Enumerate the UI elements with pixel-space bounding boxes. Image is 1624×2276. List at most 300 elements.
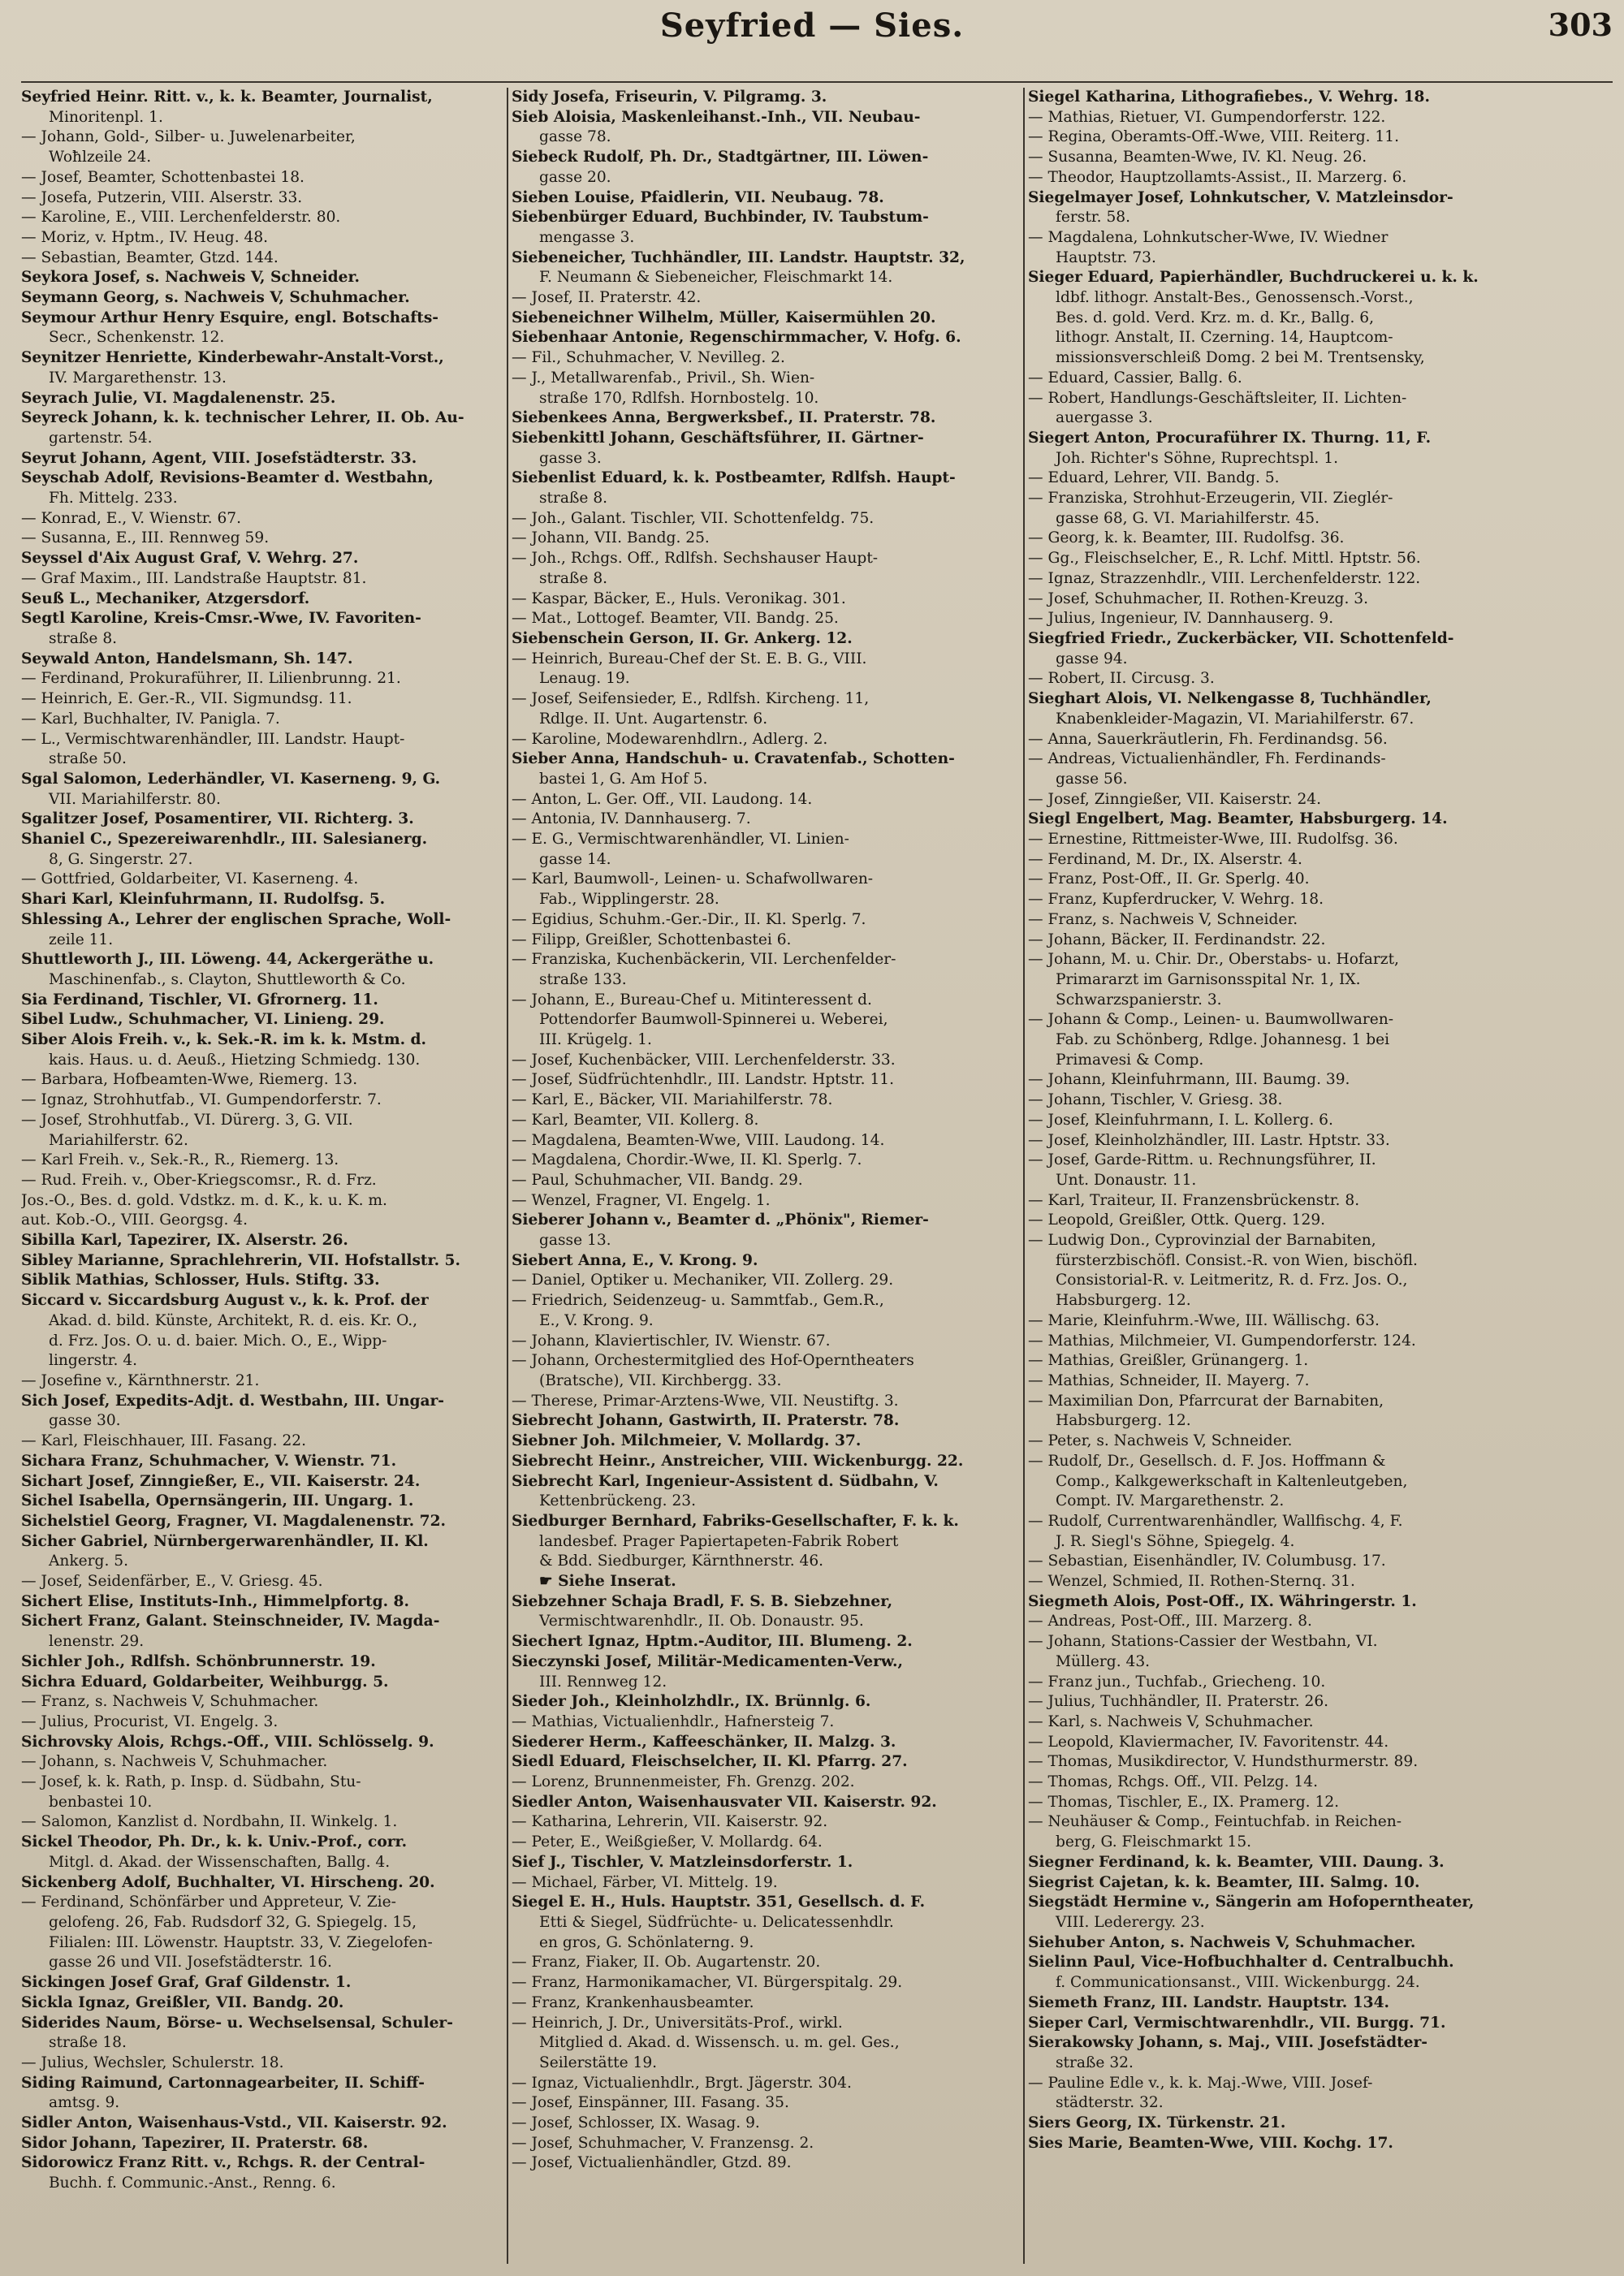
- directory-entry: — Franz, s. Nachweis V, Schneider.: [1028, 910, 1298, 928]
- entry-continuation: Primararzt im Garnisonsspital Nr. 1, IX.: [1056, 970, 1361, 988]
- directory-entry: Sieghart Alois, VI. Nelkengasse 8, Tuchhändler,: [1028, 690, 1432, 708]
- directory-entry: Sichel Isabella, Opernsängerin, III. Ungarg. 1.: [21, 1492, 414, 1510]
- directory-entry: — Robert, II. Circusg. 3.: [1028, 670, 1215, 688]
- directory-entry: Sichelstiel Georg, Fragner, VI. Magdalenenstr. 72.: [21, 1512, 446, 1530]
- directory-entry: — Rudolf, Dr., Gesellsch. d. F. Jos. Hoffmann &: [1028, 1452, 1386, 1470]
- directory-entry: — Josefa, Putzerin, VIII. Alserstr. 33.: [21, 188, 303, 206]
- directory-entry: — Julius, Procurist, VI. Engelg. 3.: [21, 1712, 279, 1730]
- directory-entry: — Ferdinand, Prokuraführer, II. Lilienbrunng. 21.: [21, 670, 401, 688]
- directory-entry: — Josef, Seidenfärber, E., V. Griesg. 45.: [21, 1573, 323, 1591]
- directory-entry: — Andreas, Victualienhändler, Fh. Ferdinands-: [1028, 750, 1386, 768]
- entry-continuation: gasse 68, G. VI. Mariahilferstr. 45.: [1056, 509, 1320, 527]
- directory-entry: Sibley Marianne, Sprachlehrerin, VII. Hofstallstr. 5.: [21, 1251, 460, 1269]
- entry-continuation: gasse 14.: [539, 850, 611, 868]
- directory-entry: — Josef, Schlosser, IX. Wasag. 9.: [512, 2114, 760, 2132]
- directory-entry: — Susanna, E., III. Rennweg 59.: [21, 529, 270, 547]
- directory-entry: Siedburger Bernhard, Fabriks-Gesellschafter, F. k. k.: [512, 1512, 959, 1530]
- entry-continuation: auergasse 3.: [1056, 409, 1153, 427]
- directory-entry: Sickingen Josef Graf, Graf Gildenstr. 1.: [21, 1974, 352, 1992]
- entry-continuation: gasse 56.: [1056, 770, 1128, 788]
- entry-continuation: Woħlzeile 24.: [49, 149, 152, 166]
- directory-entry: Sichert Elise, Instituts-Inh., Himmelpfortg. 8.: [21, 1592, 409, 1610]
- entry-continuation: gasse 13.: [539, 1232, 611, 1250]
- entry-continuation: Joh. Richter's Söhne, Ruprechtspl. 1.: [1056, 449, 1338, 467]
- directory-entry: Siegfried Friedr., Zuckerbäcker, VII. Schottenfeld-: [1028, 629, 1454, 647]
- directory-entry: — Johann & Comp., Leinen- u. Baumwollwaren-: [1028, 1011, 1393, 1029]
- directory-entry: — Josef, Einspänner, III. Fasang. 35.: [512, 2094, 789, 2112]
- entry-continuation: straße 50.: [49, 750, 127, 768]
- column-2: [512, 88, 1021, 2264]
- entry-continuation: straße 18.: [49, 2034, 127, 2052]
- directory-entry: — Maximilian Don, Pfarrcurat der Barnabiten,: [1028, 1392, 1384, 1410]
- entry-continuation: gasse 94.: [1056, 650, 1128, 667]
- directory-entry: — Magdalena, Beamten-Wwe, VIII. Laudong. 14.: [512, 1131, 885, 1149]
- entry-continuation: Maschinenfab., s. Clayton, Shuttleworth & Co.: [49, 970, 406, 988]
- entry-continuation: straße 32.: [1056, 2054, 1134, 2071]
- entry-continuation: Bes. d. gold. Verd. Krz. m. d. Kr., Ballg. 6,: [1056, 309, 1375, 326]
- directory-entry: Siebenhaar Antonie, Regenschirmmacher, V. Hofg. 6.: [512, 329, 961, 347]
- directory-entry: — Josef, Kleinfuhrmann, I. L. Kollerg. 6.: [1028, 1111, 1333, 1129]
- directory-entry: — Ferdinand, Schönfärber und Appreteur, V. Zie-: [21, 1894, 396, 1911]
- entry-continuation: Vermischtwarenhdlr., II. Ob. Donaustr. 95.: [539, 1613, 864, 1630]
- directory-entry: Siegel E. H., Huls. Hauptstr. 351, Gesellsch. d. F.: [512, 1894, 926, 1911]
- directory-entry: — Franz, s. Nachweis V, Schuhmacher.: [21, 1693, 319, 1711]
- directory-entry: Siebrecht Johann, Gastwirth, II. Praterstr. 78.: [512, 1412, 900, 1430]
- entry-continuation: d. Frz. Jos. O. u. d. baier. Mich. O., E., Wipp-: [49, 1332, 387, 1350]
- directory-entry: Siegel Katharina, Lithografiebes., V. Wehrg. 18.: [1028, 89, 1430, 106]
- directory-entry: — Katharina, Lehrerin, VII. Kaiserstr. 92.: [512, 1813, 828, 1831]
- directory-entry: Siegner Ferdinand, k. k. Beamter, VIII. Daung. 3.: [1028, 1853, 1445, 1871]
- directory-entry: Siebenkees Anna, Bergwerksbef., II. Praterstr. 78.: [512, 409, 936, 427]
- directory-entry: — Daniel, Optiker u. Mechaniker, VII. Zollerg. 29.: [512, 1272, 894, 1289]
- directory-entry: — Robert, Handlungs-Geschäftsleiter, II. Lichten-: [1028, 389, 1407, 407]
- directory-entry: Sieder Joh., Kleinholzhdlr., IX. Brünnlg. 6.: [512, 1693, 871, 1711]
- entry-continuation: & Bdd. Siedburger, Kärnthnerstr. 46.: [539, 1553, 824, 1570]
- entry-continuation: Mitglied d. Akad. d. Wissensch. u. m. gel. Ges.,: [539, 2034, 900, 2052]
- directory-entry: Sieber Anna, Handschuh- u. Cravatenfab., Schotten-: [512, 750, 955, 768]
- directory-entry: Sichara Franz, Schuhmacher, V. Wienstr. 71.: [21, 1452, 397, 1470]
- entry-continuation: Filialen: III. Löwenstr. Hauptstr. 33, V. Ziegelofen-: [49, 1933, 433, 1951]
- entry-continuation: (Bratsche), VII. Kirchbergg. 33.: [539, 1372, 782, 1389]
- directory-entry: Sichart Josef, Zinngießer, E., VII. Kaiserstr. 24.: [21, 1472, 421, 1490]
- directory-entry: — Theodor, Hauptzollamts-Assist., II. Marzerg. 6.: [1028, 168, 1407, 186]
- directory-entry: — Josef, Seifensieder, E., Rdlfsh. Kircheng. 11,: [512, 690, 870, 708]
- directory-entry: — Franz, Fiaker, II. Ob. Augartenstr. 20.: [512, 1954, 821, 1972]
- entry-continuation: berg, G. Fleischmarkt 15.: [1056, 1833, 1252, 1851]
- directory-entry: Siegstädt Hermine v., Sängerin am Hofoperntheater,: [1028, 1894, 1475, 1911]
- entry-continuation: E., V. Krong. 9.: [539, 1311, 654, 1329]
- entry-continuation: Pottendorfer Baumwoll-Spinnerei u. Weberei,: [539, 1011, 888, 1029]
- entry-continuation: bastei 1, G. Am Hof 5.: [539, 770, 708, 788]
- directory-entry: — Josef, Kuchenbäcker, VIII. Lerchenfelderstr. 33.: [512, 1051, 896, 1069]
- entry-continuation: Rdlge. II. Unt. Augartenstr. 6.: [539, 710, 768, 728]
- directory-entry: — Karl, s. Nachweis V, Schuhmacher.: [1028, 1712, 1314, 1730]
- directory-entry: — Kaspar, Bäcker, E., Huls. Veronikag. 301.: [512, 590, 846, 607]
- directory-entry: — Michael, Färber, VI. Mittelg. 19.: [512, 1873, 778, 1891]
- directory-entry: — Sebastian, Beamter, Gtzd. 144.: [21, 248, 279, 266]
- directory-entry: — Franz, Kupferdrucker, V. Wehrg. 18.: [1028, 891, 1324, 909]
- entry-continuation: Fab. zu Schönberg, Rdlge. Johannesg. 1 bei: [1056, 1031, 1390, 1049]
- directory-entry: Sielinn Paul, Vice-Hofbuchhalter d. Centralbuchh.: [1028, 1954, 1454, 1972]
- directory-entry: Siedler Anton, Waisenhausvater VII. Kaiserstr. 92.: [512, 1793, 937, 1811]
- directory-entry: Siblik Mathias, Schlosser, Huls. Stiftg. 33.: [21, 1272, 380, 1289]
- directory-entry: Sidler Anton, Waisenhaus-Vstd., VII. Kaiserstr. 92.: [21, 2114, 447, 2132]
- directory-entry: — Joh., Galant. Tischler, VII. Schottenfeldg. 75.: [512, 509, 875, 527]
- directory-entry: — Mathias, Greißler, Grünangerg. 1.: [1028, 1352, 1309, 1370]
- directory-entry: Siding Raimund, Cartonnagearbeiter, II. Schiff-: [21, 2074, 425, 2092]
- directory-entry: — Leopold, Klaviermacher, IV. Favoritenstr. 44.: [1028, 1733, 1389, 1751]
- directory-entry: — Ignaz, Victualienhdlr., Brgt. Jägerstr. 304.: [512, 2074, 852, 2092]
- directory-entry: — Johann, Klaviertischler, IV. Wienstr. 67.: [512, 1332, 831, 1350]
- directory-entry: — Josef, Victualienhändler, Gtzd. 89.: [512, 2154, 792, 2172]
- column-rule-1: [507, 88, 508, 2264]
- directory-entry: — Johann, Gold-, Silber- u. Juwelenarbeiter,: [21, 128, 356, 146]
- directory-entry: Seyfried Heinr. Ritt. v., k. k. Beamter, Journalist,: [21, 89, 433, 106]
- directory-entry: — Pauline Edle v., k. k. Maj.-Wwe, VIII. Josef-: [1028, 2074, 1373, 2092]
- directory-entry: Siebenkittl Johann, Geschäftsführer, II. Gärtner-: [512, 429, 924, 447]
- entry-continuation: Buchh. f. Communic.-Anst., Renng. 6.: [49, 2175, 336, 2192]
- directory-entry: Siedl Eduard, Fleischselcher, II. Kl. Pfarrg. 27.: [512, 1753, 908, 1771]
- directory-entry: Siegert Anton, Procuraführer IX. Thurng. 11, F.: [1028, 429, 1432, 447]
- directory-entry: Seywald Anton, Handelsmann, Sh. 147.: [21, 650, 353, 667]
- directory-entry: — Eduard, Cassier, Ballg. 6.: [1028, 369, 1242, 387]
- entry-continuation: amtsg. 9.: [49, 2094, 120, 2112]
- entry-continuation: gasse 78.: [539, 128, 611, 146]
- directory-entry: — Julius, Tuchhändler, II. Praterstr. 26.: [1028, 1693, 1329, 1711]
- directory-entry: — Neuhäuser & Comp., Feintuchfab. in Reichen-: [1028, 1813, 1402, 1831]
- directory-entry: — Johann, Orchestermitglied des Hof-Operntheaters: [512, 1352, 914, 1370]
- entry-continuation: Seilerstätte 19.: [539, 2054, 658, 2071]
- header-rule: [21, 81, 1613, 83]
- directory-entry: Siegrist Cajetan, k. k. Beamter, III. Salmg. 10.: [1028, 1873, 1420, 1891]
- directory-entry: — Konrad, E., V. Wienstr. 67.: [21, 509, 242, 527]
- column-1: [21, 88, 503, 2264]
- directory-entry: Siebner Joh. Milchmeier, V. Mollardg. 37.: [512, 1432, 862, 1450]
- directory-entry: Seymour Arthur Henry Esquire, engl. Botschafts-: [21, 309, 439, 326]
- directory-entry: — Josef, Schuhmacher, II. Rothen-Kreuzg. 3.: [1028, 590, 1369, 607]
- entry-continuation: Mariahilferstr. 62.: [49, 1131, 188, 1149]
- directory-entry: — Salomon, Kanzlist d. Nordbahn, II. Winkelg. 1.: [21, 1813, 398, 1831]
- entry-continuation: Etti & Siegel, Südfrüchte- u. Delicatessenhdlr.: [539, 1913, 894, 1931]
- column-rule-2: [1023, 88, 1025, 2264]
- directory-entry: Seyschab Adolf, Revisions-Beamter d. Westbahn,: [21, 469, 434, 487]
- directory-entry: Siegmeth Alois, Post-Off., IX. Währingerstr. 1.: [1028, 1592, 1417, 1610]
- entry-continuation: Lenaug. 19.: [539, 670, 630, 688]
- page-header: [0, 6, 1624, 58]
- directory-entry: Sich Josef, Expedits-Adjt. d. Westbahn, III. Ungar-: [21, 1392, 445, 1410]
- directory-entry: — Karl, Fleischhauer, III. Fasang. 22.: [21, 1432, 307, 1450]
- entry-continuation: en gros, G. Schönlaterng. 9.: [539, 1933, 754, 1951]
- directory-entry: Siebenlist Eduard, k. k. Postbeamter, Rdlfsh. Haupt-: [512, 469, 956, 487]
- directory-entry: Siehuber Anton, s. Nachweis V, Schuhmacher.: [1028, 1933, 1416, 1951]
- directory-entry: — Josef, Schuhmacher, V. Franzensg. 2.: [512, 2134, 814, 2152]
- directory-entry: — Johann, E., Bureau-Chef u. Mitinteressent d.: [512, 991, 872, 1008]
- directory-entry: Seuß L., Mechaniker, Atzgersdorf.: [21, 590, 310, 607]
- entry-continuation: kais. Haus. u. d. Aeuß., Hietzing Schmiedg. 130.: [49, 1051, 421, 1069]
- entry-continuation: Fh. Mittelg. 233.: [49, 490, 178, 507]
- directory-entry: Sieben Louise, Pfaidlerin, VII. Neubaug. 78.: [512, 188, 884, 206]
- directory-entry: Sieb Aloisia, Maskenleihanst.-Inh., VII. Neubau-: [512, 108, 921, 126]
- directory-entry: — Peter, E., Weißgießer, V. Mollardg. 64.: [512, 1833, 823, 1851]
- page-number: 303: [1548, 6, 1613, 43]
- entry-continuation: lenenstr. 29.: [49, 1633, 145, 1651]
- directory-entry: Siers Georg, IX. Türkenstr. 21.: [1028, 2114, 1286, 2132]
- entry-continuation: F. Neumann & Siebeneicher, Fleischmarkt 14.: [539, 269, 893, 287]
- entry-continuation: gasse 3.: [539, 449, 602, 467]
- entry-continuation: IV. Margarethenstr. 13.: [49, 369, 227, 387]
- directory-entry: Seymann Georg, s. Nachweis V, Schuhmacher.: [21, 289, 410, 307]
- directory-entry: Jos.-O., Bes. d. gold. Vdstkz. m. d. K., k. u. K. m.: [21, 1191, 387, 1209]
- entry-continuation: Comp., Kalkgewerkschaft in Kaltenleutgeben,: [1056, 1472, 1408, 1490]
- directory-entry: — Franziska, Strohhut-Erzeugerin, VII. Zieglér-: [1028, 490, 1393, 507]
- directory-entry: — Heinrich, Bureau-Chef der St. E. B. G., VIII.: [512, 650, 867, 667]
- directory-entry: Siechert Ignaz, Hptm.-Auditor, III. Blumeng. 2.: [512, 1633, 913, 1651]
- entry-continuation: Knabenkleider-Magazin, VI. Mariahilferstr. 67.: [1056, 710, 1415, 728]
- directory-entry: Sieper Carl, Vermischtwarenhdlr., VII. Burgg. 71.: [1028, 2014, 1446, 2032]
- directory-entry: — L., Vermischtwarenhändler, III. Landstr. Haupt-: [21, 730, 405, 748]
- directory-entry: — Rud. Freih. v., Ober-Kriegscomsr., R. d. Frz.: [21, 1171, 377, 1189]
- directory-entry: — Karl, Beamter, VII. Kollerg. 8.: [512, 1111, 759, 1129]
- directory-entry: Siederer Herm., Kaffeeschänker, II. Malzg. 3.: [512, 1733, 896, 1751]
- directory-entry: — Mathias, Schneider, II. Mayerg. 7.: [1028, 1372, 1310, 1389]
- entry-continuation: Fab., Wipplingerstr. 28.: [539, 891, 719, 909]
- entry-continuation: Kettenbrückeng. 23.: [539, 1492, 697, 1510]
- directory-entry: Seyssel d'Aix August Graf, V. Wehrg. 27.: [21, 550, 359, 568]
- directory-entry: — Ignaz, Strohhutfab., VI. Gumpendorferstr. 7.: [21, 1091, 382, 1109]
- directory-entry: Sibilla Karl, Tapezirer, IX. Alserstr. 26.: [21, 1232, 348, 1250]
- directory-entry: — Josef, Kleinholzhändler, III. Lastr. Hptstr. 33.: [1028, 1131, 1390, 1149]
- directory-entry: — Julius, Wechsler, Schulerstr. 18.: [21, 2054, 284, 2071]
- directory-entry: Sichrovsky Alois, Rchgs.-Off., VIII. Schlösselg. 9.: [21, 1733, 434, 1751]
- directory-entry: — Julius, Ingenieur, IV. Dannhauserg. 9.: [1028, 610, 1334, 628]
- directory-entry: — Josef, Südfrüchtenhdlr., III. Landstr. Hptstr. 11.: [512, 1071, 895, 1089]
- directory-entry: — Fil., Schuhmacher, V. Nevilleg. 2.: [512, 349, 785, 367]
- entry-continuation: gasse 20.: [539, 168, 611, 186]
- directory-entry: Sickel Theodor, Ph. Dr., k. k. Univ.-Prof., corr.: [21, 1833, 408, 1851]
- directory-entry: — Ignaz, Strazzenhdlr., VIII. Lerchenfelderstr. 122.: [1028, 569, 1421, 587]
- directory-entry: Siebenschein Gerson, II. Gr. Ankerg. 12.: [512, 629, 853, 647]
- directory-entry: — Sebastian, Eisenhändler, IV. Columbusg. 17.: [1028, 1553, 1386, 1570]
- directory-entry: Seyreck Johann, k. k. technischer Lehrer, II. Ob. Au-: [21, 409, 464, 427]
- directory-entry: — Thomas, Musikdirector, V. Hundsthurmerstr. 89.: [1028, 1753, 1419, 1771]
- entry-continuation: Ankerg. 5.: [49, 1553, 129, 1570]
- entry-continuation: Mitgl. d. Akad. der Wissenschaften, Ballg. 4.: [49, 1853, 391, 1871]
- entry-continuation: Habsburgerg. 12.: [1056, 1292, 1191, 1310]
- entry-continuation: landesbef. Prager Papiertapeten-Fabrik Robert: [539, 1532, 899, 1550]
- entry-continuation: straße 8.: [49, 629, 118, 647]
- directory-entry: Siebenbürger Eduard, Buchbinder, IV. Taubstum-: [512, 209, 929, 227]
- running-title: Seyfried — Sies.: [659, 6, 965, 45]
- directory-entry: Seykora Josef, s. Nachweis V, Schneider.: [21, 269, 361, 287]
- entry-continuation: lithogr. Anstalt, II. Czerning. 14, Hauptcom-: [1056, 329, 1393, 347]
- directory-entry: — Josef, Beamter, Schottenbastei 18.: [21, 168, 304, 186]
- directory-entry: Sichra Eduard, Goldarbeiter, Weihburgg. 5.: [21, 1673, 389, 1691]
- directory-entry: — Andreas, Post-Off., III. Marzerg. 8.: [1028, 1613, 1312, 1630]
- directory-entry: Shari Karl, Kleinfuhrmann, II. Rudolfsg. 5.: [21, 891, 386, 909]
- entry-continuation: Unt. Donaustr. 11.: [1056, 1171, 1197, 1189]
- directory-entry: Shlessing A., Lehrer der englischen Sprache, Woll-: [21, 910, 451, 928]
- directory-entry: Sia Ferdinand, Tischler, VI. Gfrornerg. 11.: [21, 991, 378, 1008]
- directory-entry: — Josef, k. k. Rath, p. Insp. d. Südbahn, Stu-: [21, 1773, 361, 1791]
- directory-entry: Siber Alois Freih. v., k. Sek.-R. im k. k. Mstm. d.: [21, 1031, 427, 1049]
- directory-entry: — Franz, Krankenhausbeamter.: [512, 1993, 754, 2011]
- directory-entry: — Anton, L. Ger. Off., VII. Laudong. 14.: [512, 790, 813, 808]
- directory-entry: Sierakowsky Johann, s. Maj., VIII. Josefstädter-: [1028, 2034, 1428, 2052]
- directory-entry: Sief J., Tischler, V. Matzleinsdorferstr. 1.: [512, 1853, 853, 1871]
- entry-continuation: Secr., Schenkenstr. 12.: [49, 329, 225, 347]
- directory-entry: — Anna, Sauerkräutlerin, Fh. Ferdinandsg. 56.: [1028, 730, 1388, 748]
- directory-entry: Sickenberg Adolf, Buchhalter, VI. Hirscheng. 20.: [21, 1873, 435, 1891]
- entry-continuation: gasse 30.: [49, 1412, 121, 1430]
- directory-entry: — E. G., Vermischtwarenhändler, VI. Linien-: [512, 831, 849, 849]
- directory-entry: — Moriz, v. Hptm., IV. Heug. 48.: [21, 228, 269, 246]
- entry-continuation: straße 8.: [539, 569, 608, 587]
- directory-entry: — Josef, Strohhutfab., VI. Dürerg. 3, G. VII.: [21, 1111, 353, 1129]
- directory-entry: Seynitzer Henriette, Kinderbewahr-Anstalt-Vorst.,: [21, 349, 444, 367]
- directory-entry: Sidor Johann, Tapezirer, II. Praterstr. 68.: [21, 2134, 369, 2152]
- directory-entry: — Gottfried, Goldarbeiter, VI. Kaserneng. 4.: [21, 870, 359, 888]
- entry-continuation: benbastei 10.: [49, 1793, 153, 1811]
- entry-continuation: fürsterzbischöfl. Consist.-R. von Wien, bischöfl.: [1056, 1251, 1418, 1269]
- directory-entry: Sieger Eduard, Papierhändler, Buchdruckerei u. k. k.: [1028, 269, 1479, 287]
- directory-entry: — Johann, Tischler, V. Griesg. 38.: [1028, 1091, 1283, 1109]
- entry-continuation: Schwarzspanierstr. 3.: [1056, 991, 1222, 1008]
- directory-entry: Segtl Karoline, Kreis-Cmsr.-Wwe, IV. Favoriten-: [21, 610, 421, 628]
- directory-entry: — Susanna, Beamten-Wwe, IV. Kl. Neug. 26.: [1028, 149, 1367, 166]
- directory-entry: — Barbara, Hofbeamten-Wwe, Riemerg. 13.: [21, 1071, 358, 1089]
- entry-continuation: Müllerg. 43.: [1056, 1652, 1151, 1670]
- directory-entry: — Paul, Schuhmacher, VII. Bandg. 29.: [512, 1171, 803, 1189]
- directory-entry: — Franz, Harmonikamacher, VI. Bürgerspitalg. 29.: [512, 1974, 903, 1992]
- entry-continuation: J. R. Siegl's Söhne, Spiegelg. 4.: [1056, 1532, 1295, 1550]
- entry-continuation: lingerstr. 4.: [49, 1352, 138, 1370]
- directory-entry: Siebeneichner Wilhelm, Müller, Kaisermühlen 20.: [512, 309, 936, 326]
- entry-continuation: straße 8.: [539, 490, 608, 507]
- directory-entry: — Eduard, Lehrer, VII. Bandg. 5.: [1028, 469, 1280, 487]
- directory-entry: — Josefine v., Kärnthnerstr. 21.: [21, 1372, 260, 1389]
- entry-continuation: ldbf. lithogr. Anstalt-Bes., Genossensch.-Vorst.,: [1056, 289, 1414, 307]
- directory-entry: — Mat., Lottogef. Beamter, VII. Bandg. 25.: [512, 610, 839, 628]
- entry-continuation: Primavesi & Comp.: [1056, 1051, 1204, 1069]
- entry-continuation: zeile 11.: [49, 931, 114, 948]
- directory-entry: Siemeth Franz, III. Landstr. Hauptstr. 134.: [1028, 1993, 1390, 2011]
- directory-entry: Siebrecht Heinr., Anstreicher, VIII. Wickenburgg. 22.: [512, 1452, 964, 1470]
- directory-entry: Sies Marie, Beamten-Wwe, VIII. Kochg. 17.: [1028, 2134, 1393, 2152]
- directory-entry: — Karoline, E., VIII. Lerchenfelderstr. 80.: [21, 209, 341, 227]
- directory-entry: Seyrach Julie, VI. Magdalenenstr. 25.: [21, 389, 336, 407]
- directory-entry: — Therese, Primar-Arztens-Wwe, VII. Neustiftg. 3.: [512, 1392, 899, 1410]
- entry-continuation: Compt. IV. Margarethenstr. 2.: [1056, 1492, 1285, 1510]
- directory-entry: — Mathias, Victualienhdlr., Hafnersteig 7.: [512, 1712, 835, 1730]
- directory-entry: — Regina, Oberamts-Off.-Wwe, VIII. Reiterg. 11.: [1028, 128, 1399, 146]
- directory-entry: — Johann, M. u. Chir. Dr., Oberstabs- u. Hofarzt,: [1028, 951, 1399, 969]
- entry-continuation: mengasse 3.: [539, 228, 635, 246]
- directory-entry: — Gg., Fleischselcher, E., R. Lchf. Mittl. Hptstr. 56.: [1028, 550, 1421, 568]
- directory-entry: Siccard v. Siccardsburg August v., k. k. Prof. der: [21, 1292, 429, 1310]
- directory-entry: — Heinrich, J. Dr., Universitäts-Prof., wirkl.: [512, 2014, 843, 2032]
- directory-entry: — Josef, II. Praterstr. 42.: [512, 289, 702, 307]
- directory-entry: — Ferdinand, M. Dr., IX. Alserstr. 4.: [1028, 850, 1302, 868]
- directory-entry: — Leopold, Greißler, Ottk. Querg. 129.: [1028, 1211, 1326, 1229]
- directory-entry: — Thomas, Rchgs. Off., VII. Pelzg. 14.: [1028, 1773, 1318, 1791]
- directory-entry: — Franziska, Kuchenbäckerin, VII. Lerchenfelder-: [512, 951, 896, 969]
- directory-entry: — Heinrich, E. Ger.-R., VII. Sigmundsg. 11.: [21, 690, 352, 708]
- directory-entry: Siebrecht Karl, Ingenieur-Assistent d. Südbahn, V.: [512, 1472, 939, 1490]
- directory-entry: — Mathias, Milchmeier, VI. Gumpendorferstr. 124.: [1028, 1332, 1416, 1350]
- directory-entry: Sgal Salomon, Lederhändler, VI. Kaserneng. 9, G.: [21, 770, 441, 788]
- directory-entry: Seyrut Johann, Agent, VIII. Josefstädterstr. 33.: [21, 449, 417, 467]
- directory-entry: Siebert Anna, E., V. Krong. 9.: [512, 1251, 758, 1269]
- directory-entry: — Franz jun., Tuchfab., Griecheng. 10.: [1028, 1673, 1326, 1691]
- directory-entry: — Wenzel, Schmied, II. Rothen-Sternq. 31.: [1028, 1573, 1355, 1591]
- directory-entry: Sieczynski Josef, Militär-Medicamenten-Verw.,: [512, 1652, 903, 1670]
- directory-entry: — Franz, Post-Off., II. Gr. Sperlg. 40.: [1028, 870, 1310, 888]
- entry-continuation: III. Krügelg. 1.: [539, 1031, 652, 1049]
- directory-entry: — Johann, Kleinfuhrmann, III. Baumg. 39.: [1028, 1071, 1350, 1089]
- directory-entry: Siegl Engelbert, Mag. Beamter, Habsburgerg. 14.: [1028, 810, 1448, 828]
- directory-entry: — Josef, Garde-Rittm. u. Rechnungsführer, II.: [1028, 1151, 1376, 1169]
- directory-entry: Sidy Josefa, Friseurin, V. Pilgramg. 3.: [512, 89, 827, 106]
- directory-entry: — Joh., Rchgs. Off., Rdlfsh. Sechshauser Haupt-: [512, 550, 879, 568]
- entry-continuation: 8, G. Singerstr. 27.: [49, 850, 193, 868]
- directory-entry: — Rudolf, Currentwarenhändler, Wallfischg. 4, F.: [1028, 1512, 1403, 1530]
- entry-continuation: gelofeng. 26, Fab. Rudsdorf 32, G. Spiegelg. 15,: [49, 1913, 417, 1931]
- directory-entry: Sicher Gabriel, Nürnbergerwarenhändler, II. Kl.: [21, 1532, 429, 1550]
- directory-entry: — Johann, VII. Bandg. 25.: [512, 529, 710, 547]
- directory-entry: — Karl, E., Bäcker, VII. Mariahilferstr. 78.: [512, 1091, 833, 1109]
- entry-continuation: Hauptstr. 73.: [1056, 248, 1156, 266]
- directory-entry: Shaniel C., Spezereiwarenhdlr., III. Salesianerg.: [21, 831, 428, 849]
- directory-entry: — Karl Freih. v., Sek.-R., R., Riemerg. 13.: [21, 1151, 339, 1169]
- directory-entry: — Marie, Kleinfuhrm.-Wwe, III. Wällischg. 63.: [1028, 1311, 1380, 1329]
- entry-continuation: straße 170, Rdlfsh. Hornbostelg. 10.: [539, 389, 819, 407]
- directory-entry: Sgalitzer Josef, Posamentirer, VII. Richterg. 3.: [21, 810, 414, 828]
- entry-continuation: gartenstr. 54.: [49, 429, 153, 447]
- directory-entry: Sickla Ignaz, Greißler, VII. Bandg. 20.: [21, 1993, 344, 2011]
- entry-continuation: gasse 26 und VII. Josefstädterstr. 16.: [49, 1954, 332, 1972]
- directory-entry: — Karoline, Modewarenhdlrn., Adlerg. 2.: [512, 730, 828, 748]
- directory-entry: — Josef, Zinngießer, VII. Kaiserstr. 24.: [1028, 790, 1322, 808]
- entry-continuation: Akad. d. bild. Künste, Architekt, R. d. eis. Kr. O.,: [49, 1311, 418, 1329]
- directory-entry: Siderides Naum, Börse- u. Wechselsensal, Schuler-: [21, 2014, 453, 2032]
- directory-entry: — Mathias, Rietuer, VI. Gumpendorferstr. 122.: [1028, 108, 1386, 126]
- directory-entry: — Antonia, IV. Dannhauserg. 7.: [512, 810, 751, 828]
- directory-entry: — Egidius, Schuhm.-Ger.-Dir., II. Kl. Sperlg. 7.: [512, 910, 866, 928]
- directory-entry: — Karl, Buchhalter, IV. Panigla. 7.: [21, 710, 280, 728]
- entry-continuation: Habsburgerg. 12.: [1056, 1412, 1191, 1430]
- entry-continuation: III. Rennweg 12.: [539, 1673, 667, 1691]
- entry-continuation: straße 133.: [539, 970, 627, 988]
- entry-continuation: VIII. Lederergy. 23.: [1056, 1913, 1205, 1931]
- directory-entry: — Filipp, Greißler, Schottenbastei 6.: [512, 931, 792, 948]
- entry-continuation: Consistorial-R. v. Leitmeritz, R. d. Frz. Jos. O.,: [1056, 1272, 1408, 1289]
- directory-entry: — Georg, k. k. Beamter, III. Rudolfsg. 36.: [1028, 529, 1345, 547]
- directory-entry: — Karl, Baumwoll-, Leinen- u. Schafwollwaren-: [512, 870, 874, 888]
- entry-continuation: ferstr. 58.: [1056, 209, 1131, 227]
- directory-entry: Sidorowicz Franz Ritt. v., Rchgs. R. der Central-: [21, 2154, 425, 2172]
- directory-entry: Sichert Franz, Galant. Steinschneider, IV. Magda-: [21, 1613, 440, 1630]
- directory-entry: — Johann, s. Nachweis V, Schuhmacher.: [21, 1753, 328, 1771]
- directory-entry: — Johann, Stations-Cassier der Westbahn, VI.: [1028, 1633, 1378, 1651]
- directory-entry: — Friedrich, Seidenzeug- u. Sammtfab., Gem.R.,: [512, 1292, 884, 1310]
- directory-entry: — Johann, Bäcker, II. Ferdinandstr. 22.: [1028, 931, 1326, 948]
- column-3: [1028, 88, 1613, 2264]
- directory-entry: Sibel Ludw., Schuhmacher, VI. Linieng. 29.: [21, 1011, 385, 1029]
- directory-entry: aut. Kob.-O., VIII. Georgsg. 4.: [21, 1211, 248, 1229]
- directory-entry: Sieberer Johann v., Beamter d. „Phönix", Riemer-: [512, 1211, 929, 1229]
- directory-entry: — Thomas, Tischler, E., IX. Pramerg. 12.: [1028, 1793, 1340, 1811]
- entry-continuation: missionsverschleiß Domg. 2 bei M. Trentsensky,: [1056, 349, 1425, 367]
